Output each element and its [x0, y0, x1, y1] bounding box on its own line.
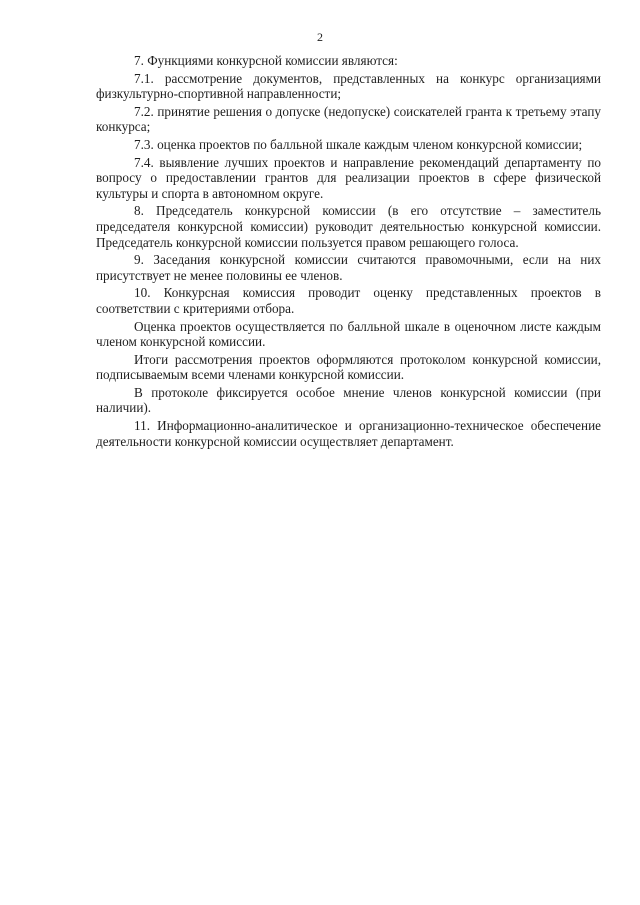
paragraph-7-1: 7.1. рассмотрение документов, представленных на конкурс организациями физкультурно-спортивной направленности;: [96, 70, 601, 102]
paragraph-7: 7. Функциями конкурсной комиссии являются:: [134, 53, 398, 68]
page-number: 2: [317, 30, 323, 44]
paragraph-10: 10. Конкурсная комиссия проводит оценку представленных проектов в соответствии с критериями отбора.: [96, 285, 601, 316]
paragraph-10-results: Итоги рассмотрения проектов оформляются протоколом конкурсной комиссии, подписываемым всеми членами конкурсной комиссии.: [96, 351, 601, 383]
paragraph-11: 11. Информационно-аналитическое и организационно-техническое обеспечение деятельности конкурсной комиссии осуществляет департамент.: [96, 418, 601, 449]
paragraph-10-dissent: В протоколе фиксируется особое мнение членов конкурсной комиссии (при наличии).: [96, 384, 601, 416]
paragraph-9: 9. Заседания конкурсной комиссии считаются правомочными, если на них присутствует не менее половины ее членов.: [96, 252, 601, 283]
paragraph-7-4: 7.4. выявление лучших проектов и направление рекомендаций департаменту по вопросу о предоставлении грантов для реализации проектов в сфере физической культуры и спорта в автономном округе.: [96, 154, 601, 201]
paragraph-8: 8. Председатель конкурсной комиссии (в его отсутствие – заместитель председателя конкурсной комиссии) руководит деятельностью конкурсной комиссии. Председатель конкурсной комиссии пользуется правом решающего голоса.: [96, 203, 601, 250]
document-body: [96, 53, 601, 451]
paragraph-10-evaluation: Оценка проектов осуществляется по балльной шкале в оценочном листе каждым членом конкурсной комиссии.: [96, 318, 601, 350]
paragraph-7-3: 7.3. оценка проектов по балльной шкале каждым членом конкурсной комиссии;: [134, 136, 583, 152]
paragraph-7-2: 7.2. принятие решения о допуске (недопуске) соискателей гранта к третьему этапу конкурса;: [96, 103, 601, 135]
